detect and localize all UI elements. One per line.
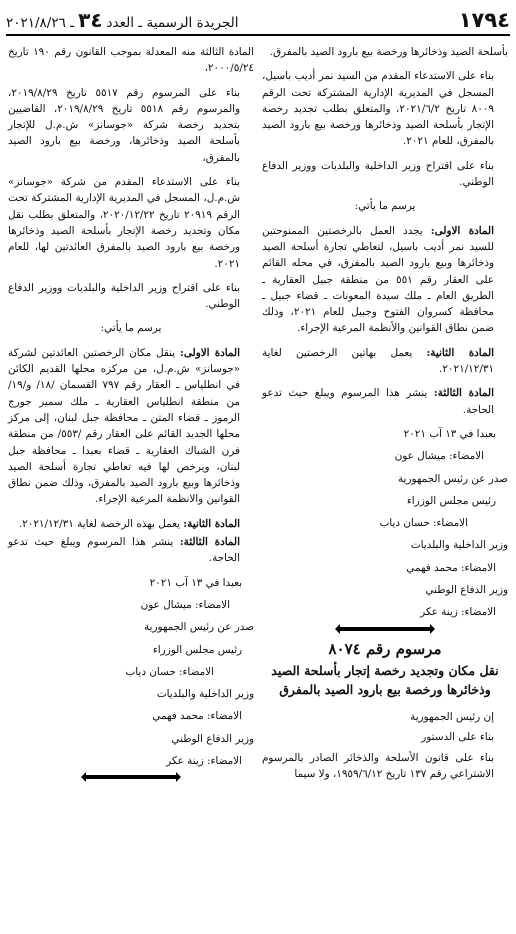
article-3	[8, 534, 254, 567]
paragraph: بناء على اقتراح وزير الداخلية والبلديات ووزير الدفاع الوطني.	[8, 281, 240, 311]
decrees-heading: يرسم ما يأتي:	[354, 200, 416, 213]
gazette-name: الجريدة الرسمية ـ العدد	[106, 15, 239, 31]
article-1	[8, 345, 254, 508]
paragraph: بناء على الدستور	[421, 731, 494, 744]
issued-by: صدر عن رئيس الجمهورية	[397, 472, 508, 485]
article-label: المادة الاولى:	[180, 346, 240, 359]
article-text: يعمل بهاتين الرخصتين لغاية ٢٠٢١/١٢/٣١.	[262, 346, 494, 376]
article-label: المادة الاولى:	[430, 224, 494, 237]
header-rule	[6, 34, 510, 36]
paragraph: المادة الثالثة منه المعدلة بموجب القانون رقم ١٩٠ تاريخ ٢٠٠٠/٥/٢٤،	[8, 46, 254, 75]
decrees-heading: يرسم ما يأتي:	[100, 322, 162, 335]
issue-number: ٣٤	[78, 8, 103, 32]
interior-minister-signature: الامضاء: محمد فهمي	[406, 561, 496, 574]
interior-minister-title: وزير الداخلية والبلديات	[410, 539, 508, 552]
article-label: المادة الثالثة:	[179, 536, 240, 549]
decree-title: مرسوم رقم ٨٠٧٤	[328, 639, 442, 658]
paragraph: بناء على المرسوم رقم ٥٥١٧ تاريخ ٢٠١٩/٨/٢٩، والمرسوم رقم ٥٥١٨ تاريخ ٢٠١٩/٨/٢٩، القاضيين بتجديد رخصة شركة «جوسانز» ش.م.ل للإتجار بأسلحة الصيد وذخائرها، ورخصة بيع بارود الصيد بالمفرق،	[8, 86, 241, 164]
pm-title: رئيس مجلس الوزراء	[152, 643, 242, 656]
interior-minister-signature: الامضاء: محمد فهمي	[152, 710, 242, 723]
paragraph: بناء على اقتراح وزير الداخلية والبلديات ووزير الدفاع الوطني.	[262, 159, 494, 189]
article-label: المادة الثانية:	[183, 517, 240, 530]
paragraph: بناء على الاستدعاء المقدم من شركة «جوسانز» ش.م.ل، المسجل في المديرية الإدارية المشتركة تحت الرقم ٢٠٩١٩ تاريخ ٢٠٢٠/١٢/٢٢، والمتعلق بطلب نقل مكان وتجديد رخصة الإتجار بأسلحة الصيد وذخائرها ورخصة بيع بارود الصيد بالمفرق العائدتين لها، للعام ٢٠٢١.	[8, 176, 240, 270]
paragraph: إن رئيس الجمهورية	[410, 710, 494, 723]
president-signature: الامضاء: ميشال عون	[394, 450, 484, 463]
gazette-issue-line	[6, 8, 239, 32]
paragraph: بناء على الاستدعاء المقدم من السيد نمر أديب باسيل، المسجل في المديرية الإدارية المشتركة تحت الرقم ٨٠٠٩ تاريخ ٢٠٢١/٦/٢، والمتعلق بطلب تجديد رخصة الإتجار بأسلحة الصيد وذخائرها ورخصة بيع بارود الصيد بالمفرق، للعام ٢٠٢١.	[262, 70, 494, 148]
section-divider	[8, 775, 254, 779]
pm-title: رئيس مجلس الوزراء	[406, 494, 496, 507]
defense-minister-title: وزير الدفاع الوطني	[171, 732, 254, 745]
article-3	[262, 385, 508, 418]
article-text: ينقل مكان الرخصتين العائدتين لشركة «جوسانز» ش.م.ل، من مركزه محلها القديم الكائن في انطلياس ـ العقار رقم ٧٩٧ القسمان /١٨/ و/١٩/ من منطقة انطلياس العقارية ـ ملك سمير جورج الرموز ـ قضاء المتن ـ محافظة جبل لبنان، إلى مركز محلها الجديد القائم على العقار رقم /٥٥٣/ من منطقة فرن الشباك العقارية ـ قضاء بعبدا ـ محافظة جبل لبنان، ويرخص لها فيه تعاطي تجارة أسلحة الصيد وذخائرها وبيع بارود الصيد بالمفرق، وذلك ضمن نطاق القوانين والانظمة المرعية الإجراء.	[8, 346, 240, 506]
left-column	[8, 44, 254, 785]
article-text: يعمل بهذه الرخصة لغاية ٢٠٢١/١٢/٣١.	[18, 517, 184, 530]
section-divider	[262, 627, 508, 631]
article-1	[262, 223, 508, 337]
pm-signature: الامضاء: حسان دياب	[379, 517, 468, 530]
issue-date: ـ ٢٠٢١/٨/٢٦	[6, 15, 75, 31]
paragraph: بأسلحة الصيد وذخائرها ورخصة بيع بارود الصيد بالمفرق.	[269, 46, 508, 58]
president-signature: الامضاء: ميشال عون	[140, 598, 230, 611]
page-number: ١٧٩٤	[458, 8, 510, 32]
article-label: المادة الثالثة:	[433, 387, 494, 400]
article-2	[262, 345, 508, 378]
decree-subtitle: نقل مكان وتجديد رخصة إتجار بأسلحة الصيد وذخائرها ورخصة بيع بارود الصيد بالمفرق	[271, 662, 499, 697]
defense-minister-title: وزير الدفاع الوطني	[425, 584, 508, 597]
right-column	[262, 44, 508, 790]
defense-minister-signature: الامضاء: زينة عكر	[166, 754, 242, 767]
paragraph: بناء على قانون الأسلحة والذخائر الصادر بالمرسوم الاشتراعي رقم ١٣٧ تاريخ ١٩٥٩/٦/١٢، ولا سيما	[262, 751, 494, 780]
article-2	[8, 516, 254, 532]
pm-signature: الامضاء: حسان دياب	[125, 665, 214, 678]
interior-minister-title: وزير الداخلية والبلديات	[156, 688, 254, 701]
article-text: ينشر هذا المرسوم ويبلغ حيث تدعو الحاجة.	[8, 536, 240, 565]
date-line: بعبدا في ١٣ آب ٢٠٢١	[149, 576, 242, 589]
article-text: يجدد العمل بالرخصتين الممنوحتين للسيد نمر أديب باسيل، لتعاطي تجارة أسلحة الصيد وذخائرها وبيع بارود الصيد بالمفرق، في محله القائم على العقار رقم ٥٥١ من منطقة جبيل العقارية ـ الطريق العام ـ ملك سيدة المعونات ـ قضاء جبيل ـ محافظة كسروان الفتوح وجبيل للعام ٢٠٢١، وذلك ضمن نطاق القوانين والأنظمة المرعية الإجراء.	[262, 224, 494, 335]
defense-minister-signature: الامضاء: زينة عكر	[420, 606, 496, 619]
page-header	[6, 4, 510, 32]
issued-by: صدر عن رئيس الجمهورية	[143, 621, 254, 634]
article-text: ينشر هذا المرسوم ويبلغ حيث تدعو الحاجة.	[262, 387, 494, 416]
date-line: بعبدا في ١٣ آب ٢٠٢١	[403, 427, 496, 440]
article-label: المادة الثانية:	[426, 346, 495, 359]
